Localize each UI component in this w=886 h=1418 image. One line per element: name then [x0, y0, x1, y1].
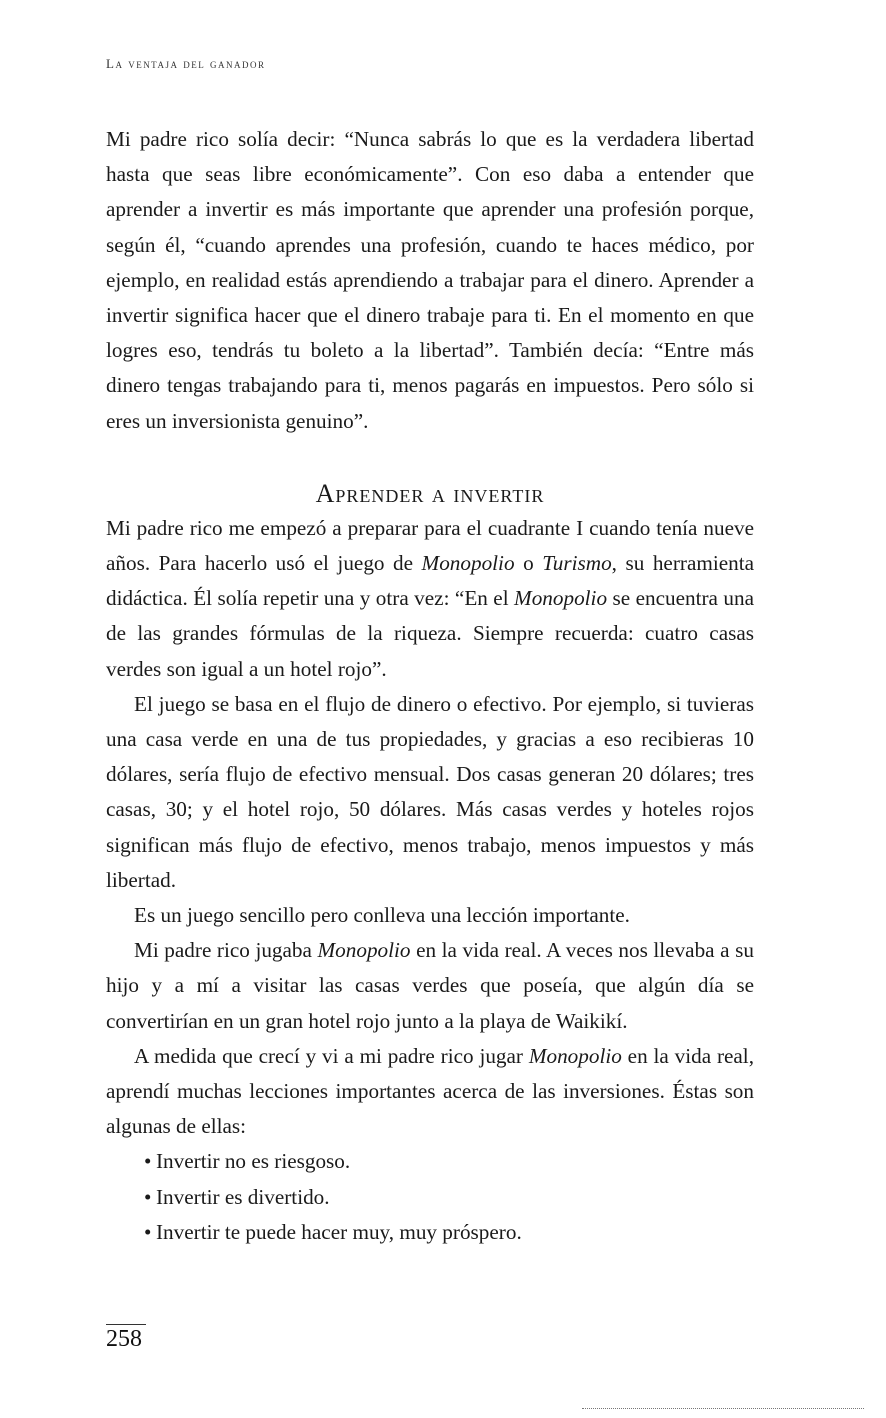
- page-number-rule: [106, 1324, 146, 1325]
- bullet-icon: •: [144, 1184, 152, 1209]
- paragraph-5: Mi padre rico jugaba Monopolio en la vida real. A veces nos llevaba a su hijo y a mí a visitar las casas verdes que poseía, que algún día se convertirían en un gran hotel rojo junto a la playa de Waikikí.: [106, 938, 754, 1033]
- paragraph-2: Mi padre rico me empezó a preparar para el cuadrante I cuando tenía nueve años. Para hacerlo usó el juego de Monopolio o Turismo, su herramienta didáctica. Él solía repetir una y otra vez: “En el Monopolio se encuentra una de las grandes fórmulas de la riqueza. Siempre recuerda: cuatro casas verdes son igual a un hotel rojo”.: [106, 515, 755, 681]
- bullet-icon: •: [144, 1219, 152, 1244]
- italic-title-turismo: Turismo: [542, 551, 612, 576]
- paragraph-3: El juego se basa en el flujo de dinero o efectivo. Por ejemplo, si tuvieras una casa verde en una de tus propiedades, y gracias a eso recibieras 10 dólares, sería flujo de efectivo mensual. Dos casas generan 20 dólares; tres casas, 30; y el hotel rojo, 50 dólares. Más casas verdes y hoteles rojos significan más flujo de efectivo, menos trabajo, menos impuestos y más libertad.: [106, 691, 754, 892]
- italic-title-monopolio: Monopolio: [421, 551, 515, 576]
- lessons-list: [106, 1144, 754, 1250]
- list-item: • Invertir te puede hacer muy, muy próspero.: [144, 1215, 754, 1250]
- italic-title-monopolio: Monopolio: [528, 1043, 622, 1068]
- italic-title-monopolio: Monopolio: [514, 586, 608, 611]
- footer-dotted-rule: [582, 1408, 864, 1409]
- italic-title-monopolio: Monopolio: [317, 938, 411, 963]
- list-item: • Invertir no es riesgoso.: [144, 1144, 754, 1179]
- list-item: • Invertir es divertido.: [144, 1180, 754, 1215]
- section-title: Aprender a invertir: [315, 478, 545, 508]
- paragraph-1: Mi padre rico solía decir: “Nunca sabrás lo que es la verdadera libertad hasta que seas libre económicamente”. Con eso daba a entender que aprender a invertir es más importante que aprender una profesión porque, según él, “cuando aprendes una profesión, cuando te haces médico, por ejemplo, en realidad estás aprendiendo a trabajar para el dinero. Aprender a invertir significa hacer que el dinero trabaje para ti. En el momento en que logres eso, tendrás tu boleto a la libertad”. También decía: “Entre más dinero tengas trabajando para ti, menos pagarás en impuestos. Pero sólo si eres un inversionista genuino”.: [106, 127, 754, 433]
- bullet-icon: •: [144, 1149, 152, 1174]
- paragraph-4: Es un juego sencillo pero conlleva una lección importante.: [134, 903, 630, 928]
- running-head: La ventaja del ganador: [106, 56, 266, 71]
- page-number: 258: [106, 1324, 146, 1353]
- page-body: [106, 122, 754, 1250]
- paragraph-6: A medida que crecí y vi a mi padre rico jugar Monopolio en la vida real, aprendí muchas lecciones importantes acerca de las inversiones. Éstas son algunas de ellas:: [106, 1043, 754, 1139]
